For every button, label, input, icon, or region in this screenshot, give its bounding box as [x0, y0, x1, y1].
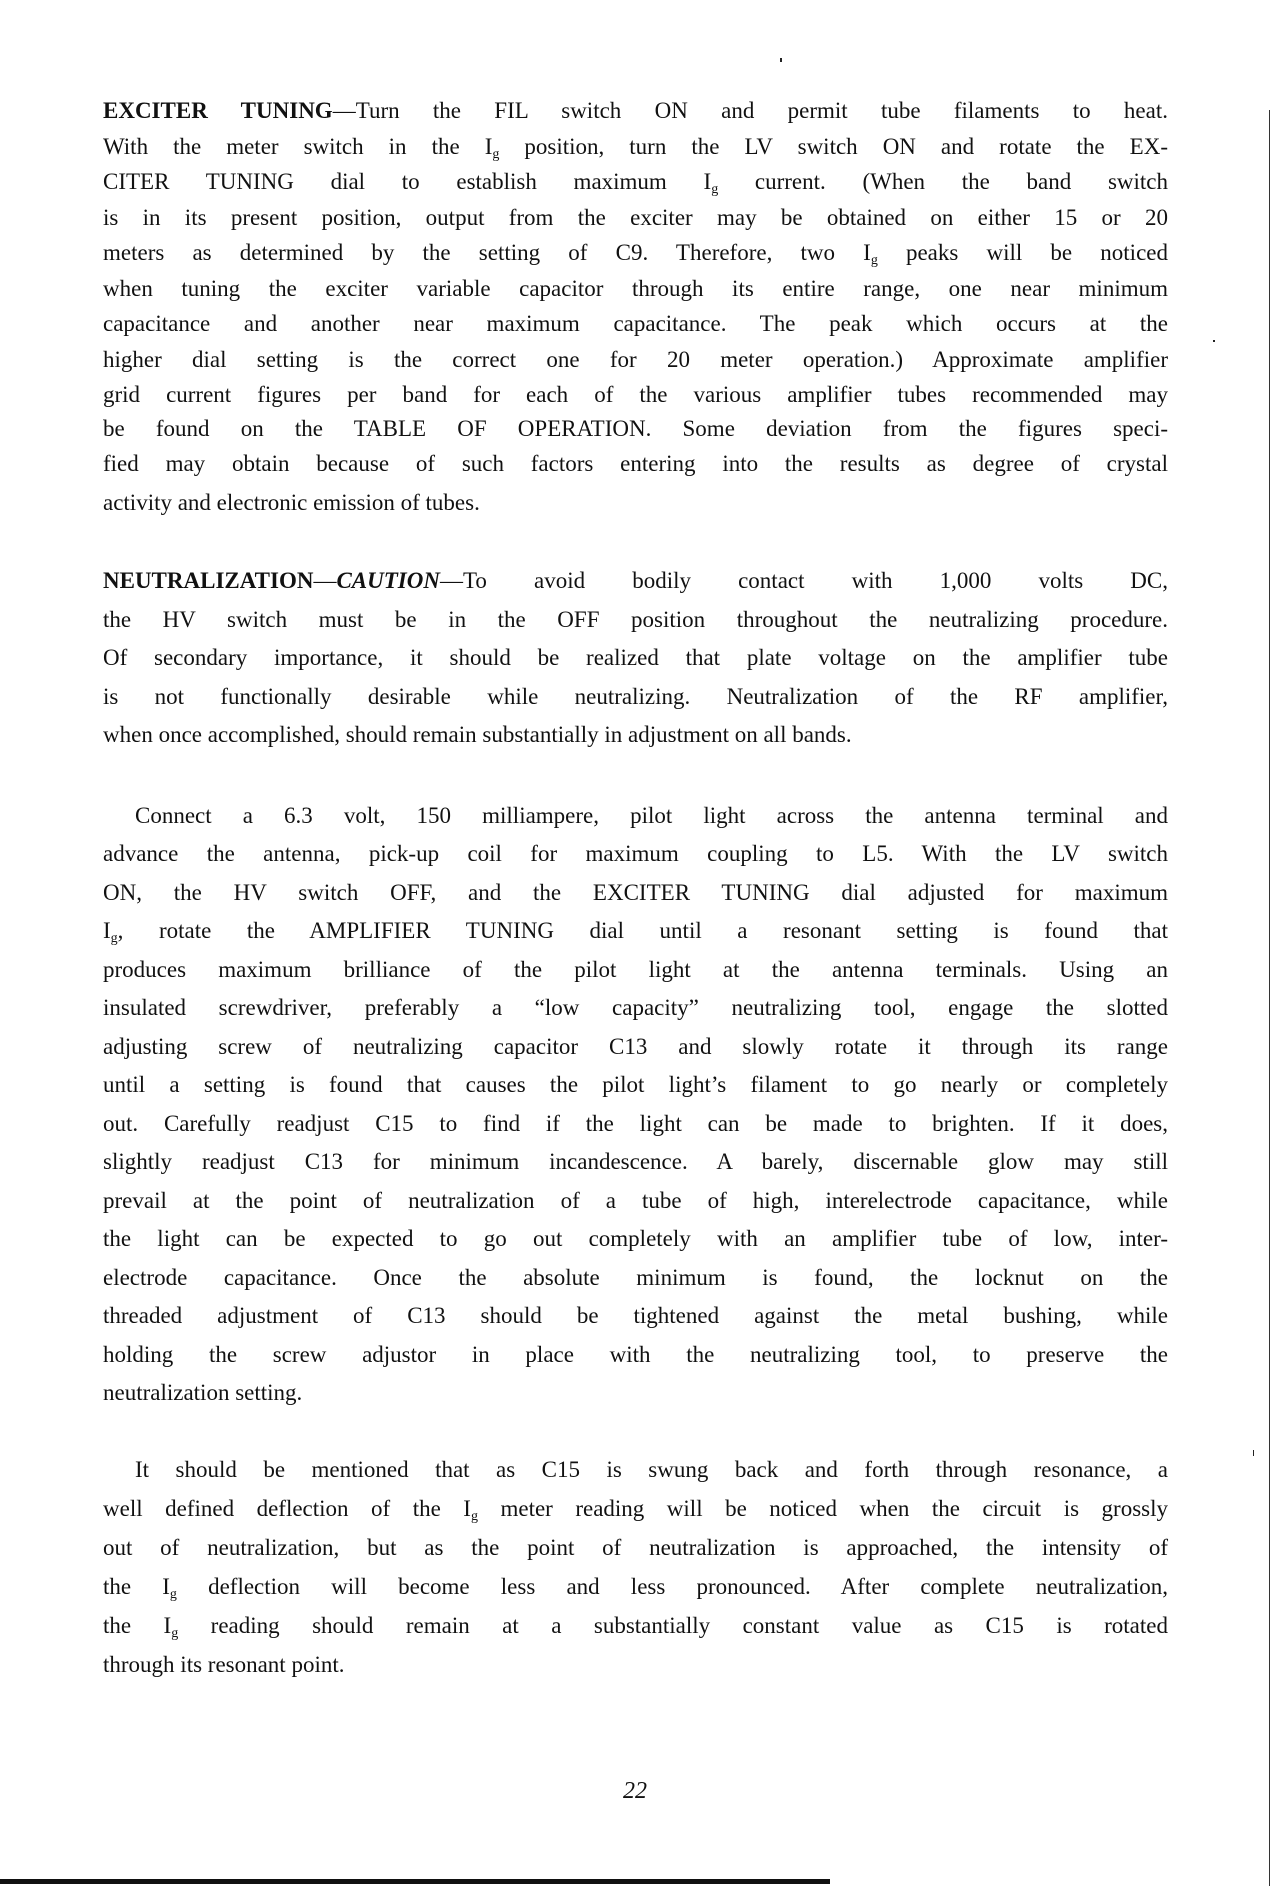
text-line: fied may obtain because of such factors entering into the results as degree of crystal [103, 451, 1168, 476]
text-line: It should be mentioned that as C15 is swung back and forth through resonance, a [135, 1457, 1168, 1482]
text-line: adjusting screw of neutralizing capacitor C13 and slowly rotate it through its range [103, 1034, 1168, 1059]
text-line: Connect a 6.3 volt, 150 milliampere, pilot light across the antenna terminal and [135, 803, 1168, 828]
text-line: electrode capacitance. Once the absolute minimum is found, the locknut on the [103, 1265, 1168, 1290]
text-line: NEUTRALIZATION—CAUTION—To avoid bodily contact with 1,000 volts DC, [103, 568, 1168, 593]
text-line: activity and electronic emission of tubes. [103, 490, 480, 515]
page-number: 22 [623, 1778, 647, 1804]
text-line: higher dial setting is the correct one for 20 meter operation.) Approximate amplifier [103, 347, 1168, 372]
caution-label: CAUTION [336, 568, 440, 593]
text-line: meters as determined by the setting of C9. Therefore, two $I_g$ peaks will be noticed [103, 240, 1168, 268]
text-line: when once accomplished, should remain substantially in adjustment on all bands. [103, 722, 852, 747]
text-line: advance the antenna, pick-up coil for maximum coupling to L5. With the LV switch [103, 841, 1168, 866]
text-line: out. Carefully readjust C15 to find if the light can be made to brighten. If it does, [103, 1111, 1168, 1136]
text-line: EXCITER TUNING—Turn the FIL switch ON and permit tube filaments to heat. [103, 98, 1168, 123]
text-line: the light can be expected to go out completely with an amplifier tube of low, inter- [103, 1226, 1168, 1251]
bottom-scan-bar [0, 1879, 830, 1884]
text-line: threaded adjustment of C13 should be tightened against the metal bushing, while [103, 1303, 1168, 1328]
text-line: well defined deflection of the $I_g$ meter reading will be noticed when the circuit is grossly [103, 1496, 1168, 1524]
text-line: is not functionally desirable while neutralizing. Neutralization of the RF amplifier, [103, 684, 1168, 709]
text-line: With the meter switch in the $I_g$ position, turn the LV switch ON and rotate the EX- [103, 134, 1168, 162]
scan-speck [1253, 1450, 1254, 1456]
text-line: until a setting is found that causes the pilot light’s filament to go nearly or completely [103, 1072, 1168, 1097]
text-line: ON, the HV switch OFF, and the EXCITER TUNING dial adjusted for maximum [103, 880, 1168, 905]
text-line: capacitance and another near maximum capacitance. The peak which occurs at the [103, 311, 1168, 336]
text-line: the HV switch must be in the OFF position throughout the neutralizing procedure. [103, 607, 1168, 632]
section-heading-exciter-tuning: EXCITER TUNING [103, 98, 333, 123]
text-line: insulated screwdriver, preferably a “low capacity” neutralizing tool, engage the slotted [103, 995, 1168, 1020]
scan-speck [1213, 340, 1215, 342]
text-line: when tuning the exciter variable capacitor through its entire range, one near minimum [103, 276, 1168, 301]
text-line: out of neutralization, but as the point of neutralization is approached, the intensity of [103, 1535, 1168, 1560]
text-line: $I_g$, rotate the AMPLIFIER TUNING dial until a resonant setting is found that [103, 918, 1168, 946]
section-heading-neutralization: NEUTRALIZATION [103, 568, 314, 593]
text-line: grid current figures per band for each of the various amplifier tubes recommended may [103, 382, 1168, 407]
text-line: the $I_g$ reading should remain at a substantially constant value as C15 is rotated [103, 1613, 1168, 1641]
text-line: be found on the TABLE OF OPERATION. Some deviation from the figures speci- [103, 416, 1168, 441]
text-line: the $I_g$ deflection will become less and less pronounced. After complete neutralization, [103, 1574, 1168, 1602]
text-line: is in its present position, output from the exciter may be obtained on either 15 or 20 [103, 205, 1168, 230]
text-line: holding the screw adjustor in place with the neutralizing tool, to preserve the [103, 1342, 1168, 1367]
text-line: prevail at the point of neutralization of a tube of high, interelectrode capacitance, while [103, 1188, 1168, 1213]
scan-speck [780, 58, 782, 62]
scan-edge-line [1269, 110, 1270, 1886]
text-line: Of secondary importance, it should be realized that plate voltage on the amplifier tube [103, 645, 1168, 670]
text-line: produces maximum brilliance of the pilot light at the antenna terminals. Using an [103, 957, 1168, 982]
text-line: slightly readjust C13 for minimum incandescence. A barely, discernable glow may still [103, 1149, 1168, 1174]
text-line: neutralization setting. [103, 1380, 303, 1405]
text-line: CITER TUNING dial to establish maximum $I_g$ current. (When the band switch [103, 169, 1169, 197]
text-line: through its resonant point. [103, 1652, 345, 1677]
